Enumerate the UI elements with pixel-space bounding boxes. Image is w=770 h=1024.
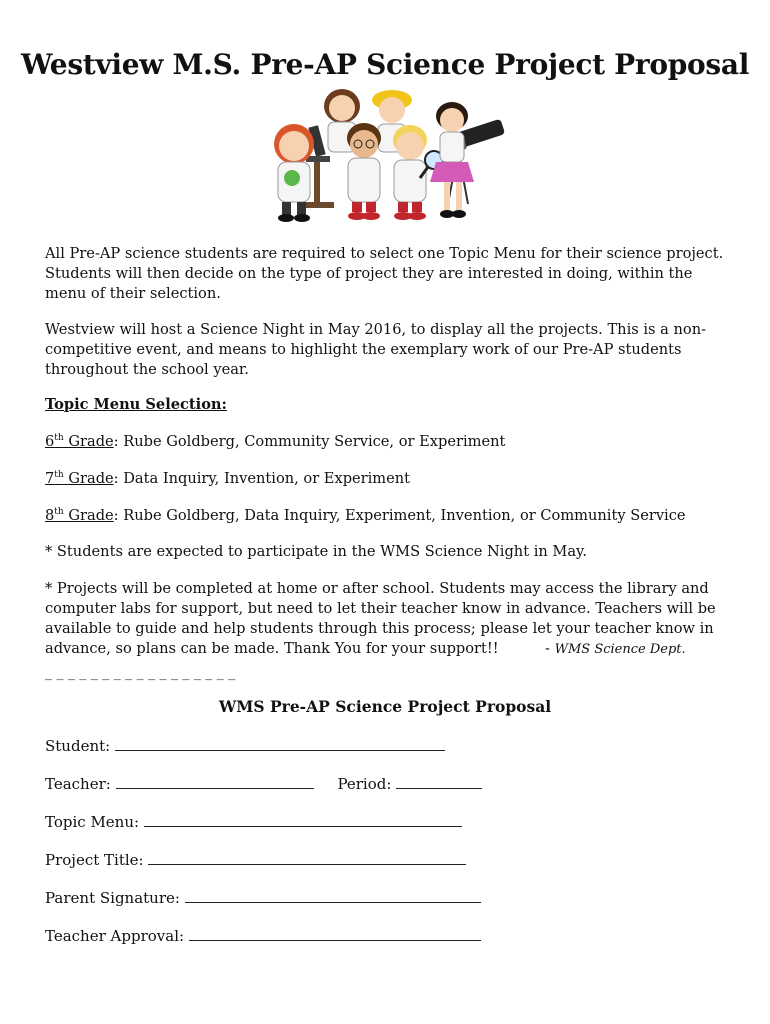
- signoff: WMS Science Dept.: [554, 642, 686, 657]
- grade-8-label: 8th Grade: [45, 507, 114, 524]
- teacher-label: Teacher:: [45, 775, 111, 793]
- topic-menu-heading: Topic Menu Selection:: [45, 396, 227, 413]
- student-field[interactable]: [45, 736, 445, 755]
- note-science-night: * Students are expected to participate in the WMS Science Night in May.: [45, 543, 588, 560]
- teacher-approval-blank[interactable]: [189, 926, 481, 941]
- project-title-field[interactable]: [45, 850, 466, 869]
- cut-line-divider: _ _ _ _ _ _ _ _ _ _ _ _ _ _ _ _ _: [45, 665, 236, 681]
- student-blank[interactable]: [115, 736, 445, 751]
- grade-8-options: : Rube Goldberg, Data Inquiry, Experiment, Invention, or Community Service: [113, 507, 686, 524]
- project-title-label: Project Title:: [45, 851, 144, 869]
- grade-6-options: : Rube Goldberg, Community Service, or Experiment: [113, 433, 506, 450]
- parent-signature-field[interactable]: [45, 888, 481, 907]
- grade-7-options: : Data Inquiry, Invention, or Experiment: [113, 470, 411, 487]
- form-title: WMS Pre-AP Science Project Proposal: [218, 697, 552, 716]
- scientist-kids-clipart: [262, 86, 508, 226]
- topic-menu-blank[interactable]: [144, 812, 462, 827]
- grade-7-topics: [45, 469, 410, 489]
- project-title-blank[interactable]: [148, 850, 466, 865]
- intro-paragraph-1: All Pre-AP science students are required to select one Topic Menu for their science project. Students will then decide on the type of project they are interested in doing, within the menu of their selection.: [45, 245, 724, 302]
- teacher-approval-label: Teacher Approval:: [45, 927, 185, 945]
- grade-6-label: 6th Grade: [45, 433, 114, 450]
- period-label: Period:: [337, 775, 392, 793]
- topic-menu-field[interactable]: [45, 812, 462, 831]
- kid-glasses: [347, 123, 381, 220]
- teacher-blank[interactable]: [116, 774, 314, 789]
- note-projects-text: * Projects will be completed at home or after school. Students may access the library and computer labs for support, but need to let their teacher know in advance. Teachers will be available to guide and help students through this process; please let your teacher know in advance, so plans can be made. Thank You for your support!!: [45, 580, 716, 657]
- grade-8-topics: [45, 506, 686, 526]
- period-blank[interactable]: [396, 774, 482, 789]
- student-label: Student:: [45, 737, 111, 755]
- parent-signature-label: Parent Signature:: [45, 889, 180, 907]
- page-title: Westview M.S. Pre-AP Science Project Proposal: [20, 48, 750, 81]
- intro-paragraph-2: Westview will host a Science Night in May 2016, to display all the projects. This is a non-competitive event, and means to highlight the exemplary work of our Pre-AP students throughout the school year.: [45, 321, 707, 378]
- topic-menu-label: Topic Menu:: [45, 813, 140, 831]
- teacher-approval-field[interactable]: [45, 926, 481, 945]
- grade-6-topics: [45, 432, 505, 452]
- teacher-field[interactable]: [45, 774, 482, 793]
- signoff-dash: -: [545, 640, 550, 657]
- note-projects: [45, 579, 725, 660]
- grade-7-label: 7th Grade: [45, 470, 114, 487]
- parent-signature-blank[interactable]: [185, 888, 481, 903]
